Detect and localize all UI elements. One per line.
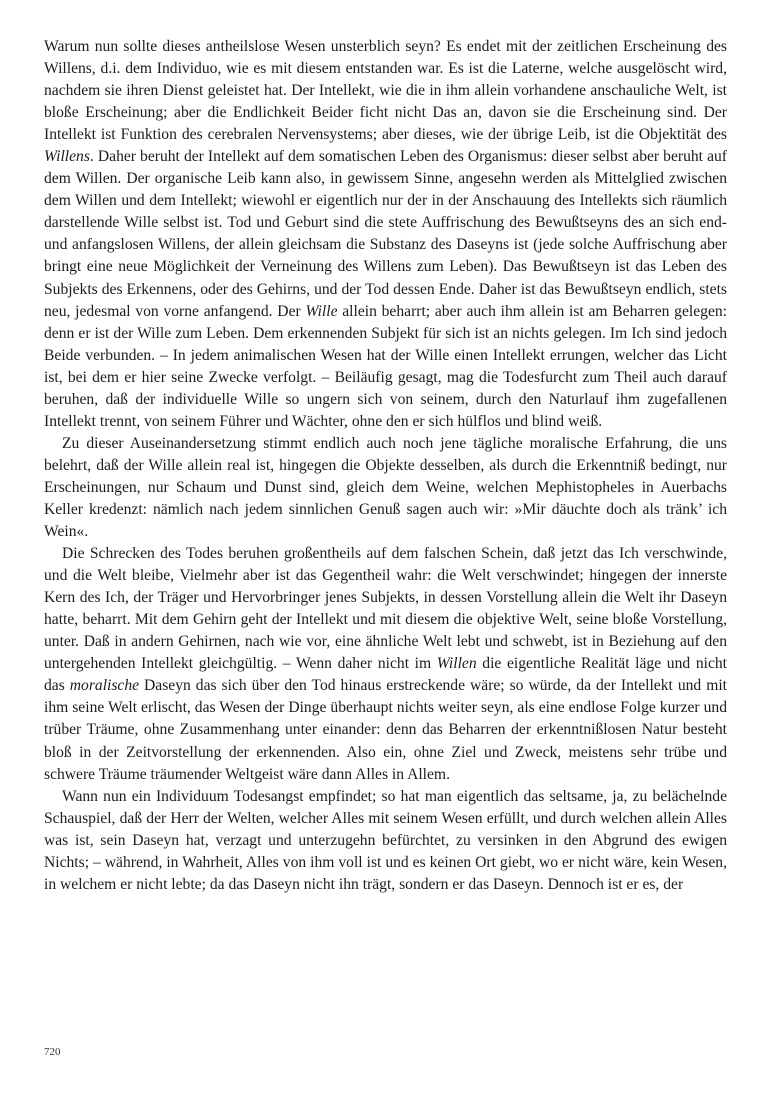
paragraph-4 [44,786,727,896]
paragraph-1 [44,36,727,433]
paragraph-2 [44,433,727,543]
paragraph-text: . Daher beruht der Intellekt auf dem somatischen Leben des Organismus: dieser selbst aber beruht auf dem Willen. Der organische Leib kann also, in gewissem Sinne, angesehn werden als Mittelglied zwischen dem Willen und dem Intellekt; wiewohl er eigentlich nur der in der Anschauung des Intellekts sich räumlich darstellende Wille selbst ist. Tod und Geburt sind die stete Auffrischung des Bewußtseyns des an sich end- und anfangslosen Willens, der allein gleichsam die Substanz des Daseyns ist (jede solche Auffrischung aber bringt eine neue Möglichkeit der Verneinung des Willens zum Leben). Das Bewußtseyn ist das Leben des Subjekts des Erkennens, oder des Gehirns, und der Tod dessen Ende. Daher ist das Bewußtseyn endlich, stets neu, jedesmal von vorne anfangend. Der [44,148,727,320]
emphasis-text: Willens [44,148,90,166]
paragraph-text: die eigentliche Realität läge und nicht das [44,655,727,695]
emphasis-text: moralische [69,677,140,695]
paragraph-text: Wann nun ein Individuum Todesangst empfindet; so hat man eigentlich das seltsame, ja, zu belächelnde Schauspiel, daß der Herr der Welten, welcher Alles mit seinem Wesen erfüllt, und durch welchen allein Alles was ist, sein Daseyn hat, verzagt und unterzugehn befürchtet, zu versinken in den Abgrund des ewigen Nichts; – während, in Wahrheit, Alles von ihm voll ist und es keinen Ort giebt, wo er nicht wäre, kein Wesen, in welchem er nicht lebte; da das Daseyn nicht ihn trägt, sondern er das Daseyn. Dennoch ist er es, der [44,787,727,893]
paragraph-3 [44,543,727,786]
paragraph-text: allein beharrt; aber auch ihm allein ist am Beharren gelegen: denn er ist der Wille zum Leben. Dem erkennenden Subjekt für sich ist an nichts gelegen. Im Ich sind jedoch Beide verbunden. – In jedem animalischen Wesen hat der Wille einen Intellekt errungen, welcher das Licht ist, bei dem er hier seine Zwecke verfolgt. – Beiläufig gesagt, mag die Todesfurcht zum Theil auch darauf beruhen, daß der individuelle Wille so ungern sich von seinem, durch den Naturlauf ihm zugefallenen Intellekt trennt, von seinem Führer und Wächter, ohne den er sich hülflos und blind weiß. [44,302,727,430]
emphasis-text: Wille [305,302,338,320]
paragraph-text: Daseyn das sich über den Tod hinaus erstreckende wäre; so würde, da der Intellekt und mit ihm seine Welt erlischt, das Wesen der Dinge überhaupt nichts weiter seyn, als eine endlose Folge kurzer und trüber Träume, ohne Zusammenhang unter einander: denn das Beharren der erkenntnißlosen Natur besteht bloß in der Zeitvorstellung der erkennenden. Also ein, ohne Ziel und Zweck, meistens sehr trübe und schwere Träume träumender Weltgeist wäre dann Alles in Allem. [44,677,727,783]
paragraph-text: Warum nun sollte dieses antheilslose Wesen unsterblich seyn? Es endet mit der zeitlichen Erscheinung des Willens, d.i. dem Individuo, wie es mit diesem entstanden war. Es ist die Laterne, welche ausgelöscht wird, nachdem sie ihren Dienst geleistet hat. Der Intellekt, wie die in ihm allein vorhandene anschauliche Welt, ist bloße Erscheinung; aber die Endlichkeit Beider ficht nicht Das an, davon sie die Erscheinung sind. Der Intellekt ist Funktion des cerebralen Nervensystems; aber dieses, wie der übrige Leib, ist die Objektität des [44,38,727,144]
page-body [44,36,727,896]
page-number: 720 [44,1046,61,1058]
emphasis-text: Willen [436,655,477,673]
paragraph-text: Zu dieser Auseinandersetzung stimmt endlich auch noch jene tägliche moralische Erfahrung, die uns belehrt, daß der Wille allein real ist, hingegen die Objekte desselben, als durch die Erkenntniß bedingt, nur Erscheinungen, nur Schaum und Dunst sind, gleich dem Weine, welchen Mephistopheles in Auerbachs Keller kredenzt: nämlich nach jedem sinnlichen Genuß sagen auch wir: »Mir däuchte doch als tränk’ ich Wein«. [44,434,727,541]
paragraph-text: Die Schrecken des Todes beruhen großentheils auf dem falschen Schein, daß jetzt das Ich verschwinde, und die Welt bleibe, Vielmehr aber ist das Gegentheil wahr: die Welt verschwindet; hingegen der innerste Kern des Ich, der Träger und Hervorbringer jenes Subjekts, in dessen Vorstellung allein die Welt ihr Daseyn hatte, beharrt. Mit dem Gehirn geht der Intellekt und mit diesem die objektive Welt, seine bloße Vorstellung, unter. Daß in andern Gehirnen, nach wie vor, eine ähnliche Welt lebt und schwebt, ist in Beziehung auf den untergehenden Intellekt gleichgültig. – Wenn daher nicht im [44,545,727,673]
